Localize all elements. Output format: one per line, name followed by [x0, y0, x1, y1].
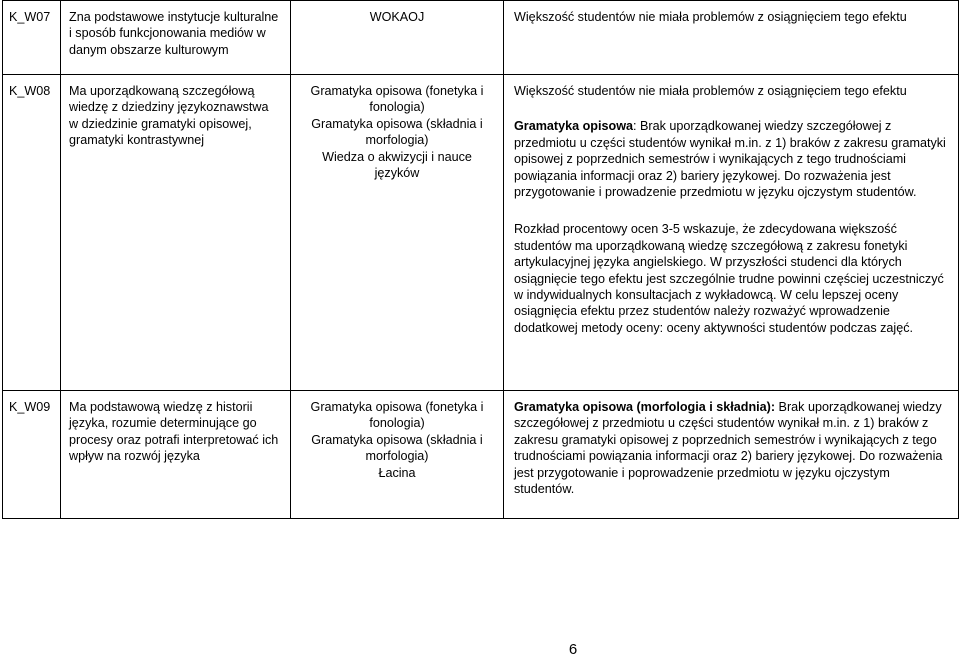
evaluation-paragraph [514, 221, 948, 336]
outcome-code: K_W07 [3, 1, 61, 75]
evaluation-text: : Brak uporządkowanej wiedzy szczegółowej z przedmiotu u części studentów wynikał m.in. z 1) braków z zakresu gramatyki opisowej z poprzednich semestrów i wynikających z tego trudnościami powiązania informacji oraz 2) bariery językowej. Do rozważenia jest przygotowanie i prowadzenie przedmiotu w języku ojczystym studentów. [514, 119, 946, 200]
subject-name: Gramatyka opisowa (fonetyka i fonologia) [310, 84, 484, 115]
outcome-code: K_W09 [3, 391, 61, 519]
table-row [3, 75, 959, 391]
outcome-description: Ma podstawową wiedzę z historii języka, rozumie determinujące go procesy oraz potrafi interpretować ich wpływ na rozwój języka [61, 391, 291, 519]
evaluation-subject: Gramatyka opisowa (morfologia i składnia): [514, 400, 776, 414]
evaluation-paragraph [514, 118, 948, 200]
outcome-description: Zna podstawowe instytucje kulturalne i sposób funkcjonowania mediów w danym obszarze kulturowym [61, 1, 291, 75]
outcome-code: K_W08 [3, 75, 61, 391]
subject-name: Gramatyka opisowa (składnia i morfologia) [311, 432, 483, 464]
subjects-cell [291, 1, 504, 75]
evaluation-cell [504, 75, 959, 391]
subject-name: Łacina [378, 465, 416, 480]
evaluation-cell [504, 391, 959, 519]
subjects-cell [291, 391, 504, 519]
evaluation-paragraph [514, 9, 948, 25]
evaluation-cell [504, 1, 959, 75]
evaluation-paragraph [514, 83, 948, 99]
evaluation-text: Brak uporządkowanej wiedzy szczegółowej z przedmiotu u części studentów wynikał m.in. z 1) braków z zakresu gramatyki opisowej z poprzednich semestrów i wynikających z tego trudnościami powiązania informacji oraz 2) bariery językowej. Do rozważenia jest przygotowanie i poprowadzenie przedmiotu w języku ojczystym studentów. [514, 400, 943, 497]
learning-outcomes-table [2, 0, 959, 519]
page-number: 6 [568, 641, 578, 658]
table-row [3, 1, 959, 75]
subject-name: Wiedza o akwizycji i nauce języków [322, 149, 472, 181]
evaluation-subject: Gramatyka opisowa [514, 119, 633, 134]
evaluation-text: Rozkład procentowy ocen 3-5 wskazuje, że zdecydowana większość studentów ma uporządkowaną wiedzę szczegółową z zakresu fonetyki artykulacyjnej języka angielskiego. W przyszłości studenci dla których osiągnięcie tego efektu jest szczególnie trudne powinni częściej uczestniczyć w indywidualnych konsultacjach z wykładowcą. W celu lepszej oceny osiągnięcia efektu przez studentów należy rozważyć wprowadzenie dodatkowej metody oceny: oceny aktywności studentów podczas zajęć. [514, 222, 944, 335]
evaluation-paragraph [514, 399, 948, 497]
subject-name: Gramatyka opisowa (składnia i morfologia) [311, 116, 483, 148]
subject-name: WOKAOJ [369, 10, 425, 24]
subject-name: Gramatyka opisowa (fonetyka i fonologia) [310, 400, 484, 431]
subjects-cell [291, 75, 504, 391]
table-row [3, 391, 959, 519]
evaluation-text: Większość studentów nie miała problemów z osiągnięciem tego efektu [514, 10, 907, 24]
evaluation-text: Większość studentów nie miała problemów z osiągnięciem tego efektu [514, 84, 907, 98]
outcome-description: Ma uporządkowaną szczegółową wiedzę z dziedziny językoznawstwa w dziedzinie gramatyki opisowej, gramatyki kontrastywnej [61, 75, 291, 391]
